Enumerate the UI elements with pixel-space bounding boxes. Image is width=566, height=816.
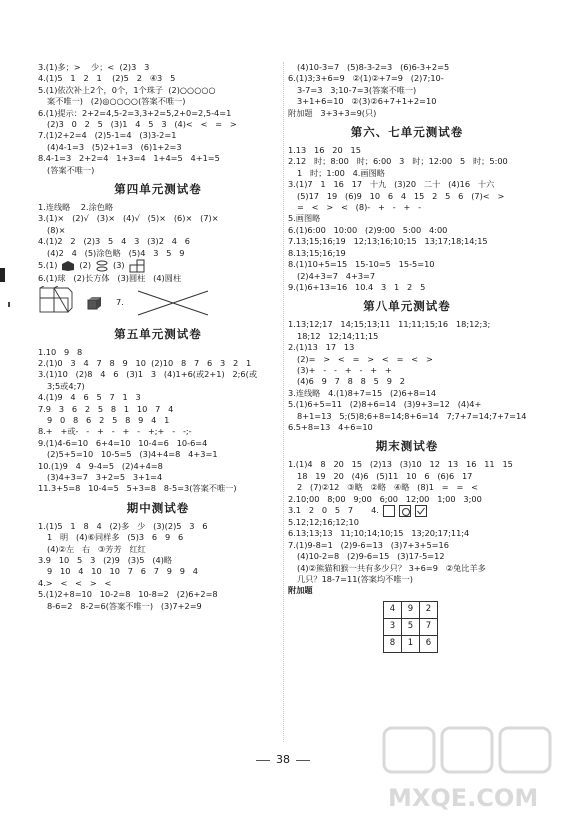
- magic-square-row: [384, 635, 438, 652]
- answer-line: 3.9 10 5 3 (2)9 (3)5 (4)略: [38, 555, 173, 565]
- answers-unit8: [288, 319, 526, 433]
- answer-line: 9 10 4 10 10 7 6 7 9 9 4: [47, 566, 199, 577]
- answer-line: 11.3+5=8 10-4=5 5+3=8 8-5=3(答案不唯一): [38, 483, 237, 494]
- answer-line: 3.(1)× (2)√ (3)× (4)√ (5)× (6)× (7)×: [38, 213, 219, 224]
- answer-line: (4)10-3=7 (5)8-3-2=3 (6)6-3+2=5: [297, 62, 450, 72]
- answer-line: 5.(1)依次补上2个，0个，1个珠子 (2)○○○○○: [38, 84, 216, 95]
- answer-line: (4)6 9 7 8 8 5 9 2: [297, 376, 405, 387]
- answer-line: 2.10;00 8;00 9;00 6;00 12;00 1;00 3;00: [288, 493, 482, 504]
- answer-line: (5)17 19 (6)9 10 6 4 15 2 5 6 (7)< >: [297, 190, 505, 201]
- answer-q7-figures: [38, 285, 278, 321]
- answer-line: (2)5+5=10 10-5=5 (3)4+4=8 4+3=1: [47, 449, 218, 460]
- answer-line: 9.(1)6+13=16 10.4 3 1 2 5: [288, 281, 426, 292]
- answers-unit6-7: [288, 145, 526, 293]
- answer-line: 5.画图略: [288, 213, 321, 224]
- answer-q3-q4: [288, 505, 526, 517]
- q5-label: 5.(1): [38, 260, 58, 271]
- answer-line: 1.(1)5 1 8 4 (2)多 少 (3)(2)5 3 6: [38, 520, 208, 531]
- answer-line: 4.(1)2 2 (2)3 5 4 3 (3)2 4 6: [38, 236, 190, 247]
- answer-line: 5.(1)2+8=10 10-2=8 10-8=2 (2)6+2=8: [38, 589, 218, 600]
- answer-line: (2)3 0 2 5 (3)1 4 5 3 (4)< < = >: [47, 119, 237, 130]
- answer-line: 3;5或4;7): [47, 380, 85, 391]
- empty-square-icon: [383, 505, 395, 517]
- answer-line: 5.12;12;16;12;10: [288, 517, 359, 527]
- magic-square-cell: 4: [384, 601, 402, 618]
- page-number-dash-left: [256, 760, 270, 761]
- answer-line: (4)②熊猫和猴一共有多少只？ 3+6=9 ②兔比羊多: [297, 562, 486, 573]
- cylinder-icon: [95, 260, 109, 272]
- answer-line: 案不唯一) (2)◎○○○○(答案不唯一): [47, 96, 186, 107]
- q7-label: 7.: [116, 296, 124, 307]
- binding-mark: [0, 268, 5, 282]
- cube-stack-figure: [38, 286, 86, 320]
- heading-unit6-7: 第六、七单元测试卷: [350, 125, 464, 140]
- watermark-logo: [378, 722, 558, 814]
- answer-line: 8.+ +或- - + - + - +;+ - -;-: [38, 426, 192, 437]
- answer-line: 7.13;15;16;19 12;13;16;10;15 13;17;18;14;15: [288, 236, 488, 247]
- answer-line: 5.(1)6+5=11 (2)8+6=14 (3)9+3=12 (4)4+: [288, 399, 482, 410]
- answer-line: 18 19 20 (4)6 (5)11 10 6 (6)6 17: [297, 470, 473, 481]
- answer-line: 9.(1)4-6=10 6+4=10 10-4=6 10-6=4: [38, 437, 208, 448]
- answer-line: (4)4-1=3 (5)2+1=3 (6)1+2=3: [47, 141, 182, 152]
- answer-line: 1 明 (4)⑥同样多 (5)3 6 9 6: [47, 532, 184, 543]
- answer-line: 7.(1)2+2=4 (2)5-1=4 (3)3-2=1: [38, 130, 177, 141]
- answer-line: 8-6=2 8-2=6(答案不唯一) (3)7+2=9: [47, 600, 202, 611]
- page-number-dash-right: [296, 760, 310, 761]
- answer-line: 18;12 12;14;11;15: [297, 330, 379, 341]
- answer-line: 附加题 3+3+3=9(只): [288, 107, 377, 118]
- answer-line: 7.(1)9-8=1 (2)9-6=13 (3)7+3+5=16: [288, 539, 449, 550]
- column-divider: [283, 62, 284, 742]
- magic-square-cell: 1: [402, 635, 420, 652]
- answer-line: 8.13;15;16;19: [288, 247, 346, 258]
- answer-line: 7.9 3 6 2 5 8 1 10 7 4: [38, 403, 174, 414]
- answer-line: 1 时；1:00 4.画图略: [297, 167, 385, 178]
- binding-dot: [8, 302, 10, 307]
- answer-line: 1.(1)4 8 20 15 (2)13 (3)10 12 13 16 11 15: [288, 459, 513, 470]
- magic-square-row: [384, 618, 438, 635]
- answer-line: 3.(1)10 (2)8 4 6 (3)1 3 (4)1+6(或2+1) 2;6(或: [38, 369, 258, 380]
- answer-line: 2.(1)0 3 4 7 8 9 10 (2)10 8 7 6 3 2 1: [38, 357, 252, 368]
- left-column: [38, 62, 278, 612]
- magic-square-row: [384, 601, 438, 618]
- q3-answer: 3.1 2 0 5 7: [288, 505, 354, 516]
- q4-label: 4.: [371, 505, 379, 516]
- magic-square-cell: 3: [384, 618, 402, 635]
- right-column: [288, 62, 526, 653]
- answer-line: 4.(1)9 4 6 5 7 1 3: [38, 392, 141, 403]
- magic-square-cell: 5: [402, 618, 420, 635]
- stacked-cubes-icon: [129, 259, 145, 273]
- magic-square: [383, 601, 438, 653]
- answer-line: (2)4+3=7 4+3=7: [297, 270, 376, 281]
- magic-square-cell: 6: [420, 635, 438, 652]
- answer-line: 3.(1)多；> 少；< (2)3 3: [38, 62, 150, 72]
- answer-line: 8.4-1=3 2+2=4 1+3=4 1+4=5 4+1=5: [38, 153, 220, 164]
- answer-q6: 6.(1)球 (2)长方体 (3)圆柱 (4)圆柱: [38, 273, 182, 284]
- answer-line: 6.5+8=13 4+6=10: [288, 421, 373, 432]
- magic-square-cell: 7: [420, 618, 438, 635]
- answer-line: 3-7=3 3;10-7=3(答案不唯一): [297, 84, 417, 95]
- answer-line: (答案不唯一): [47, 164, 95, 175]
- answer-line: 1.13 16 20 15: [288, 145, 361, 156]
- answers-unit3-cont: [38, 62, 278, 176]
- answer-line: 2.(1)13 17 13: [288, 342, 355, 353]
- answer-line: 3.(1)7 1 16 17 十九 (3)20 二十 (4)16 十六: [288, 179, 495, 190]
- magic-square-cell: 9: [402, 601, 420, 618]
- answers-midterm-cont: [288, 62, 526, 119]
- svg-text:MXQE.COM: MXQE.COM: [388, 784, 539, 812]
- answer-line: (8)×: [47, 224, 66, 235]
- answer-line: 6.(1)3;3+6=9 ②(1)②+7=9 (2)7;10-: [288, 73, 444, 84]
- answer-line: 1.13;12;17 14;15;13;11 11;11;15;16 18;12;3;: [288, 319, 491, 330]
- answer-line: 4.> < < > <: [38, 577, 112, 588]
- check-square-icon: [415, 505, 427, 517]
- answer-line: (4)②左 右 ③芳芳 红红: [47, 543, 146, 554]
- answer-line: = < > < (8)- + - + -: [297, 202, 422, 213]
- answers-final-cont: [288, 517, 526, 585]
- heading-midterm: 期中测试卷: [126, 500, 190, 515]
- answer-line: 6.(1)6:00 10:00 (2)9:00 5:00 4:00: [288, 224, 448, 235]
- page-number-text: 38: [276, 753, 290, 766]
- answer-line: 9 0 8 6 2 5 8 9 4 1: [47, 414, 170, 425]
- answer-line: (4)10-2=8 (2)9-6=15 (3)17-5=12: [297, 551, 445, 562]
- matching-lines-figure: [134, 288, 214, 318]
- answer-line: 8+1=13 5;(5)8;6+8=14;8+6=14 7;7+7=14;7+7=14: [297, 410, 526, 421]
- answer-q5-shapes: [38, 259, 278, 273]
- cube-fill-icon: [61, 260, 75, 272]
- circle-square-icon: [399, 505, 411, 517]
- answer-line: (3)4+3=7 3+2=5 3+1=4: [47, 471, 163, 482]
- q5-label-2: (2): [79, 260, 92, 271]
- answer-line: (2)= > < = > < = < >: [297, 353, 433, 364]
- heading-unit8: 第八单元测试卷: [363, 299, 451, 314]
- answer-line: 2.12 时；8:00 时；6:00 3 时；12:00 5 时；5:00: [288, 156, 508, 167]
- q5-label-3: (3): [113, 260, 125, 271]
- answer-line: 6.13;13;13 11;10;14;10;15 13;20;17;11;4: [288, 528, 470, 539]
- heading-unit4: 第四单元测试卷: [114, 182, 202, 197]
- magic-square-cell: 8: [384, 635, 402, 652]
- answer-line: (4)2 4 (5)涂色略 (5)4 3 5 9: [47, 247, 185, 258]
- answer-line: 几只？18-7=11(答案均不唯一): [297, 574, 413, 585]
- answer-line: 3+1+6=10 ②(3)②6+7+1+2=10: [297, 96, 437, 107]
- answer-line: 1.10 9 8: [38, 346, 83, 357]
- answer-line: 10.(1)9 4 9-4=5 (2)4+4=8: [38, 460, 163, 471]
- answers-midterm: [38, 521, 278, 612]
- small-cube-icon: [86, 295, 102, 311]
- heading-final: 期末测试卷: [375, 439, 439, 454]
- answer-line: 2 (7)②12 ③略 ②略 ④略 (8)1 = = <: [297, 482, 478, 493]
- answer-line: (3)+ - - + - + +: [297, 364, 392, 375]
- answer-line: 3.连线略 4.(1)8+7=15 (2)6+8=14: [288, 387, 437, 398]
- answers-unit5: [38, 347, 278, 495]
- answer-line: 6.(1)提示：2+2=4,5-2=3,3+2=5,2+0=2,5-4=1: [38, 107, 232, 118]
- heading-unit5: 第五单元测试卷: [114, 326, 202, 341]
- answer-line: 8.(1)10+5=15 15-10=5 15-5=10: [288, 259, 435, 270]
- answers-final: [288, 459, 526, 505]
- answer-line: 4.(1)5 1 2 1 (2)5 2 ④3 5: [38, 73, 176, 84]
- magic-square-cell: 2: [420, 601, 438, 618]
- bonus-label: 附加题: [288, 585, 313, 596]
- answers-unit4: [38, 202, 278, 259]
- answer-line: 1.连线略 2.涂色略: [38, 202, 114, 213]
